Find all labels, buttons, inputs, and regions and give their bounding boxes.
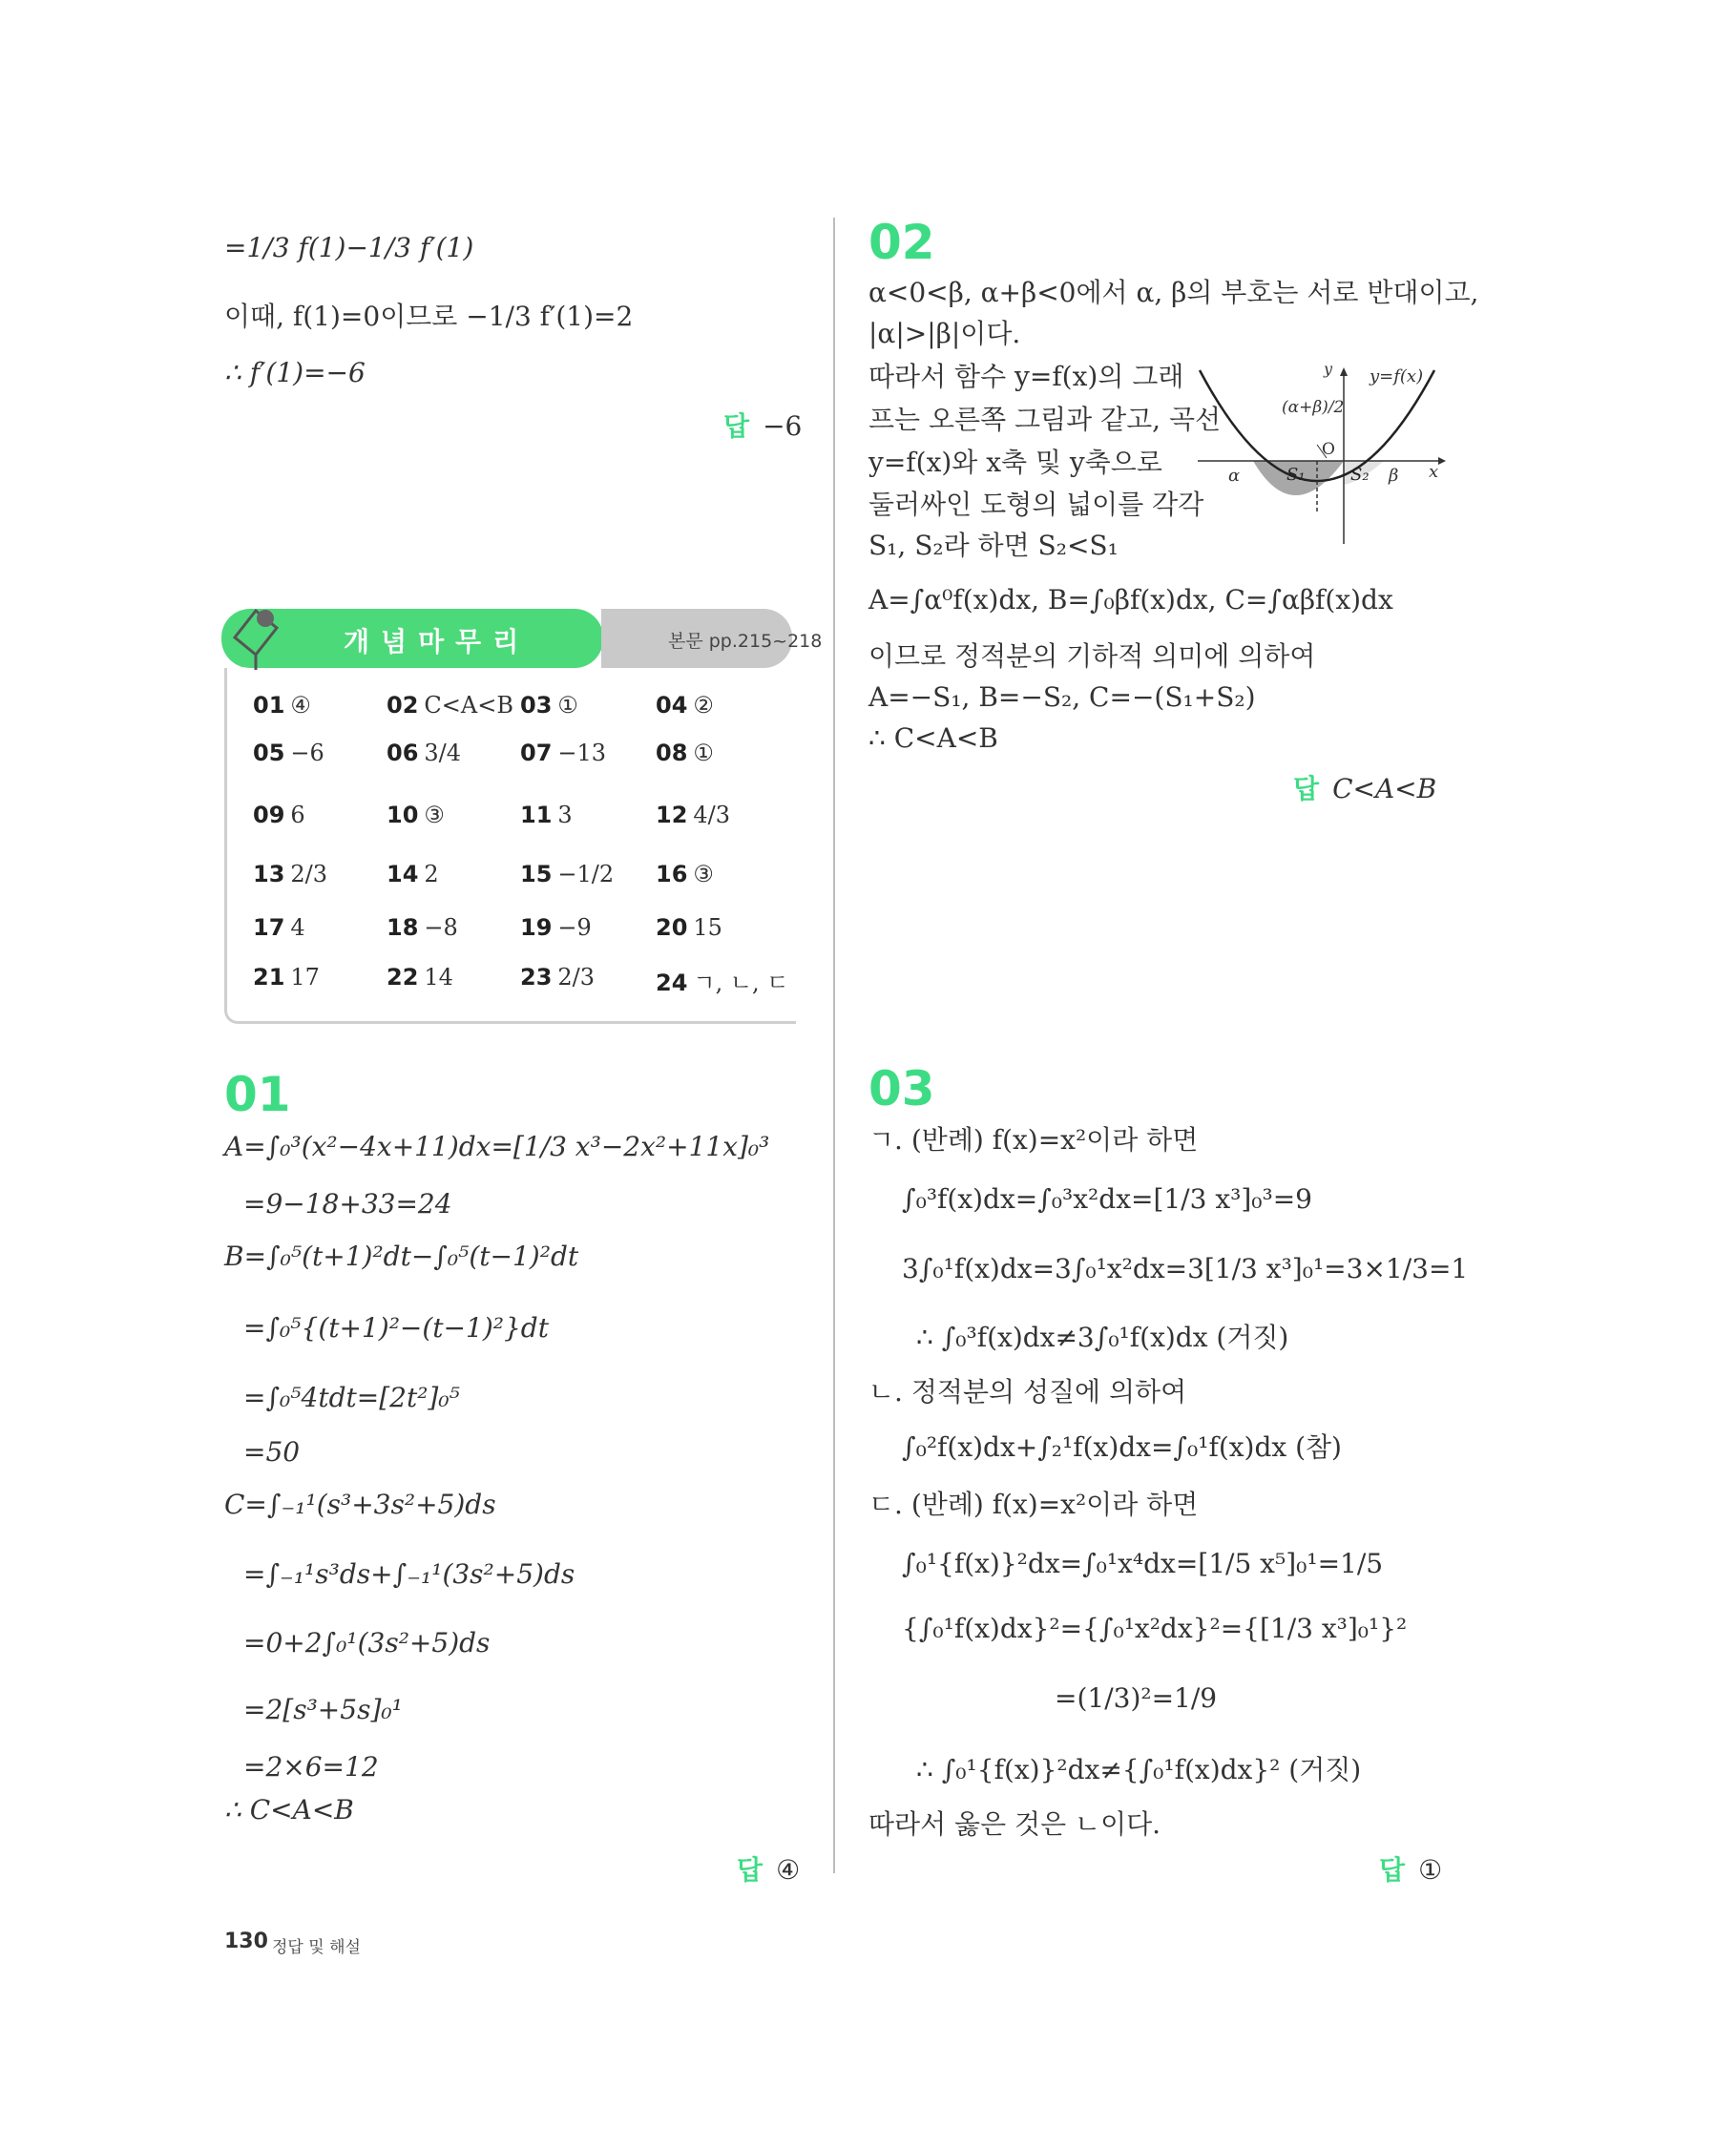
summary-item-answer: 15	[693, 914, 722, 941]
s02-line-5: y=f(x)와 x축 및 y축으로	[868, 447, 1162, 478]
s03-line-5: ㄴ. 정적분의 성질에 의하여	[868, 1376, 1187, 1408]
summary-item-number: 13	[253, 861, 285, 887]
top-left-line-2: 이때, f(1)=0이므로 −1/3 f′(1)=2	[224, 301, 634, 332]
graph-x-label: x	[1429, 462, 1439, 482]
s03-line-12: 따라서 옳은 것은 ㄴ이다.	[868, 1808, 1161, 1840]
summary-item-answer: 14	[424, 964, 453, 991]
summary-item-number: 11	[520, 802, 553, 828]
summary-item-23	[520, 964, 595, 991]
summary-item-21	[253, 964, 320, 991]
graph-s1-label: S₁	[1286, 465, 1306, 485]
answer-value: −6	[763, 410, 803, 442]
graph-beta-label: β	[1389, 466, 1399, 486]
s02-line-4: 프는 오른쪽 그림과 같고, 곡선	[868, 404, 1222, 435]
s03-line-10: =(1/3)²=1/9	[1055, 1682, 1218, 1714]
s01-line-9: =0+2∫₀¹(3s²+5)ds	[243, 1627, 491, 1659]
summary-item-number: 20	[656, 914, 688, 941]
summary-item-number: 15	[520, 861, 553, 887]
graph-vertex-label: (α+β)/2	[1282, 398, 1345, 417]
graph-s2-label: S₂	[1350, 465, 1370, 485]
summary-item-03	[520, 692, 578, 719]
summary-item-number: 09	[253, 802, 285, 828]
summary-item-01	[253, 692, 311, 719]
s02-line-7: S₁, S₂라 하면 S₂<S₁	[868, 530, 1119, 561]
summary-item-answer: 2/3	[557, 964, 596, 991]
s02-line-11: ∴ C<A<B	[868, 722, 998, 754]
answer-value: ①	[1418, 1854, 1443, 1886]
summary-item-number: 22	[387, 964, 419, 991]
s03-line-4: ∴ ∫₀³f(x)dx≠3∫₀¹f(x)dx (거짓)	[916, 1322, 1289, 1353]
summary-item-number: 18	[387, 914, 419, 941]
summary-item-number: 04	[656, 692, 688, 719]
answer-label: 답	[1293, 773, 1320, 804]
summary-item-answer: 3/4	[424, 740, 462, 766]
section-03-answer	[1379, 1849, 1442, 1888]
summary-item-number: 21	[253, 964, 285, 991]
summary-item-answer: −1/2	[557, 861, 615, 887]
top-left-line-3: ∴ f′(1)=−6	[224, 357, 366, 388]
summary-item-number: 10	[387, 802, 419, 828]
summary-item-04	[656, 692, 714, 719]
summary-item-answer: ④	[290, 692, 311, 719]
summary-item-15	[520, 861, 614, 887]
s02-line-2: |α|>|β|이다.	[868, 318, 1021, 349]
summary-item-number: 03	[520, 692, 553, 719]
parabola-graph	[1188, 363, 1446, 549]
summary-item-answer: 6	[290, 802, 305, 828]
summary-item-number: 07	[520, 740, 553, 766]
section-01-answer	[737, 1849, 800, 1888]
section-02-number: 02	[868, 215, 935, 270]
s02-line-1: α<0<β, α+β<0에서 α, β의 부호는 서로 반대이고,	[868, 277, 1479, 308]
s01-line-6: =50	[243, 1436, 301, 1468]
answer-value: C<A<B	[1332, 773, 1437, 804]
graph-alpha-label: α	[1228, 466, 1241, 486]
answer-label: 답	[1379, 1854, 1406, 1886]
answer-label: 답	[723, 410, 750, 442]
summary-item-answer: ①	[693, 740, 714, 766]
summary-item-06	[387, 740, 461, 766]
summary-item-answer: 17	[290, 964, 320, 991]
s02-line-6: 둘러싸인 도형의 넓이를 각각	[868, 489, 1204, 520]
summary-item-answer: 2/3	[290, 861, 328, 887]
summary-item-answer: 4	[290, 914, 305, 941]
s02-line-9: 이므로 정적분의 기하적 의미에 의하여	[868, 640, 1316, 672]
graph-y-label: y	[1324, 363, 1333, 378]
s03-line-9: {∫₀¹f(x)dx}²={∫₀¹x²dx}²={[1/3 x³]₀¹}²	[902, 1613, 1408, 1644]
answer-label: 답	[737, 1854, 763, 1886]
summary-item-answer: ①	[557, 692, 578, 719]
top-left-line-1: =1/3 f(1)−1/3 f′(1)	[224, 232, 474, 263]
summary-item-answer: 4/3	[693, 802, 731, 828]
summary-item-number: 01	[253, 692, 285, 719]
s02-line-3: 따라서 함수 y=f(x)의 그래	[868, 361, 1184, 392]
summary-item-19	[520, 914, 592, 941]
summary-item-13	[253, 861, 327, 887]
graph-origin-label: O	[1322, 440, 1335, 459]
s02-line-8: A=∫α⁰f(x)dx, B=∫₀βf(x)dx, C=∫αβf(x)dx	[868, 584, 1393, 615]
summary-item-answer: ③	[424, 802, 445, 828]
summary-item-number: 12	[656, 802, 688, 828]
summary-item-number: 17	[253, 914, 285, 941]
summary-item-answer: ㄱ, ㄴ, ㄷ	[693, 970, 789, 996]
s01-line-10: =2[s³+5s]₀¹	[243, 1694, 403, 1725]
s03-line-1: ㄱ. (반례) f(x)=x²이라 하면	[868, 1124, 1199, 1156]
summary-item-18	[387, 914, 458, 941]
summary-item-number: 14	[387, 861, 419, 887]
s01-line-4: =∫₀⁵{(t+1)²−(t−1)²}dt	[243, 1312, 549, 1344]
s03-line-8: ∫₀¹{f(x)}²dx=∫₀¹x⁴dx=[1/5 x⁵]₀¹=1/5	[902, 1548, 1384, 1579]
summary-item-14	[387, 861, 439, 887]
summary-item-17	[253, 914, 305, 941]
s01-line-1: A=∫₀³(x²−4x+11)dx=[1/3 x³−2x²+11x]₀³	[224, 1131, 770, 1162]
summary-item-answer: −9	[557, 914, 592, 941]
summary-item-number: 08	[656, 740, 688, 766]
summary-item-24	[656, 964, 788, 997]
s01-line-8: =∫₋₁¹s³ds+∫₋₁¹(3s²+5)ds	[243, 1558, 575, 1590]
summary-item-answer: C<A<B	[424, 692, 513, 719]
summary-item-answer: −8	[424, 914, 458, 941]
summary-item-07	[520, 740, 606, 766]
summary-item-answer: 2	[424, 861, 439, 887]
summary-ref: 본문 pp.215~218	[668, 631, 823, 652]
s01-line-3: B=∫₀⁵(t+1)²dt−∫₀⁵(t−1)²dt	[224, 1241, 579, 1272]
summary-item-number: 05	[253, 740, 285, 766]
summary-item-number: 06	[387, 740, 419, 766]
answer-value: ④	[776, 1854, 801, 1886]
summary-item-10	[387, 802, 445, 828]
s02-line-10: A=−S₁, B=−S₂, C=−(S₁+S₂)	[868, 681, 1256, 713]
summary-item-answer: 3	[557, 802, 573, 828]
summary-item-answer: ③	[693, 861, 714, 887]
summary-item-09	[253, 802, 305, 828]
s01-line-2: =9−18+33=24	[243, 1188, 452, 1220]
s01-line-7: C=∫₋₁¹(s³+3s²+5)ds	[224, 1489, 496, 1520]
summary-item-12	[656, 802, 730, 828]
summary-item-number: 02	[387, 692, 419, 719]
summary-item-20	[656, 914, 722, 941]
s03-line-11: ∴ ∫₀¹{f(x)}²dx≠{∫₀¹f(x)dx}² (거짓)	[916, 1754, 1362, 1785]
page-number: 130	[224, 1930, 268, 1953]
s01-line-12: ∴ C<A<B	[224, 1794, 354, 1826]
s01-line-5: =∫₀⁵4tdt=[2t²]₀⁵	[243, 1382, 460, 1413]
summary-title: 개념마무리	[344, 626, 531, 657]
summary-item-22	[387, 964, 453, 991]
section-01-number: 01	[224, 1067, 291, 1122]
s03-line-2: ∫₀³f(x)dx=∫₀³x²dx=[1/3 x³]₀³=9	[902, 1183, 1312, 1215]
summary-item-02	[387, 692, 513, 719]
lamp-icon	[227, 599, 284, 676]
section-03-number: 03	[868, 1061, 935, 1116]
footer-label: 정답 및 해설	[272, 1938, 361, 1957]
summary-item-answer: −6	[290, 740, 324, 766]
summary-item-number: 16	[656, 861, 688, 887]
summary-item-answer: −13	[557, 740, 607, 766]
column-divider	[833, 218, 835, 1873]
graph-curve-label: y=f(x)	[1370, 366, 1424, 386]
s03-line-7: ㄷ. (반례) f(x)=x²이라 하면	[868, 1489, 1199, 1520]
s03-line-3: 3∫₀¹f(x)dx=3∫₀¹x²dx=3[1/3 x³]₀¹=3×1/3=1	[902, 1253, 1469, 1284]
summary-item-answer: ②	[693, 692, 714, 719]
section-02-answer	[1293, 768, 1436, 806]
summary-item-number: 19	[520, 914, 553, 941]
summary-item-11	[520, 802, 573, 828]
s01-line-11: =2×6=12	[243, 1751, 379, 1783]
s03-line-6: ∫₀²f(x)dx+∫₂¹f(x)dx=∫₀¹f(x)dx (참)	[902, 1431, 1342, 1463]
summary-item-number: 24	[656, 970, 688, 996]
summary-item-number: 23	[520, 964, 553, 991]
top-left-answer	[723, 406, 802, 444]
summary-item-05	[253, 740, 324, 766]
summary-item-16	[656, 861, 714, 887]
summary-item-08	[656, 740, 714, 766]
